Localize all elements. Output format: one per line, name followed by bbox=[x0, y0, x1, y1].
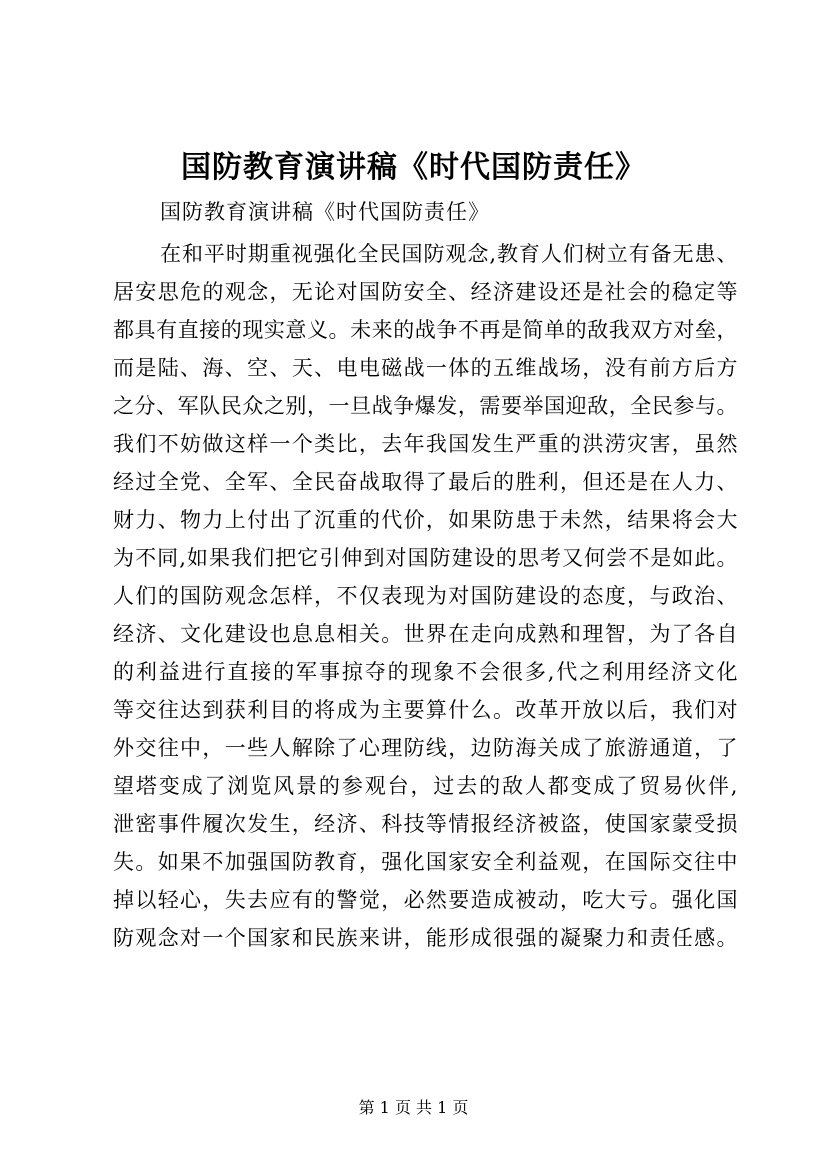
body-line: 在和平时期重视强化全民国防观念,教育人们树立有备无患、 bbox=[160, 242, 738, 266]
body-line: 经过全党、全军、全民奋战取得了最后的胜利，但还是在人力、 bbox=[113, 470, 738, 494]
body-line: 而是陆、海、空、天、电电磁战一体的五维战场，没有前方后方 bbox=[113, 356, 738, 380]
body-line: 的利益进行直接的军事掠夺的现象不会很多,代之利用经济文化 bbox=[113, 660, 738, 684]
body-line: 防观念对一个国家和民族来讲，能形成很强的凝聚力和责任感。 bbox=[113, 926, 738, 950]
body-line: 掉以轻心，失去应有的警觉，必然要造成被动，吃大亏。强化国 bbox=[113, 888, 738, 912]
body-line: 居安思危的观念，无论对国防安全、经济建设还是社会的稳定等 bbox=[113, 280, 738, 304]
document-subtitle: 国防教育演讲稿《时代国防责任》 bbox=[160, 200, 490, 224]
body-line: 我们不妨做这样一个类比，去年我国发生严重的洪涝灾害，虽然 bbox=[113, 432, 738, 456]
body-line: 都具有直接的现实意义。未来的战争不再是简单的敌我双方对垒， bbox=[113, 318, 738, 342]
document-title: 国防教育演讲稿《时代国防责任》 bbox=[181, 150, 646, 185]
body-line: 失。如果不加强国防教育，强化国家安全利益观，在国际交往中 bbox=[113, 850, 738, 874]
body-line: 为不同,如果我们把它引伸到对国防建设的思考又何尝不是如此。 bbox=[113, 546, 738, 570]
body-line: 之分、军队民众之别，一旦战争爆发，需要举国迎敌，全民参与。 bbox=[113, 394, 738, 418]
body-line: 外交往中，一些人解除了心理防线，边防海关成了旅游通道，了 bbox=[113, 736, 738, 760]
body-line: 经济、文化建设也息息相关。世界在走向成熟和理智，为了各自 bbox=[113, 622, 738, 646]
body-line: 泄密事件履次发生，经济、科技等情报经济被盗，使国家蒙受损 bbox=[113, 812, 738, 836]
body-line: 财力、物力上付出了沉重的代价，如果防患于未然，结果将会大 bbox=[113, 508, 738, 532]
page-number-footer: 第 1 页 共 1 页 bbox=[358, 1098, 469, 1117]
body-line: 等交往达到获利目的将成为主要算什么。改革开放以后，我们对 bbox=[113, 698, 738, 722]
body-line: 人们的国防观念怎样，不仅表现为对国防建设的态度，与政治、 bbox=[113, 584, 738, 608]
body-line: 望塔变成了浏览风景的参观台，过去的敌人都变成了贸易伙伴, bbox=[113, 774, 738, 798]
